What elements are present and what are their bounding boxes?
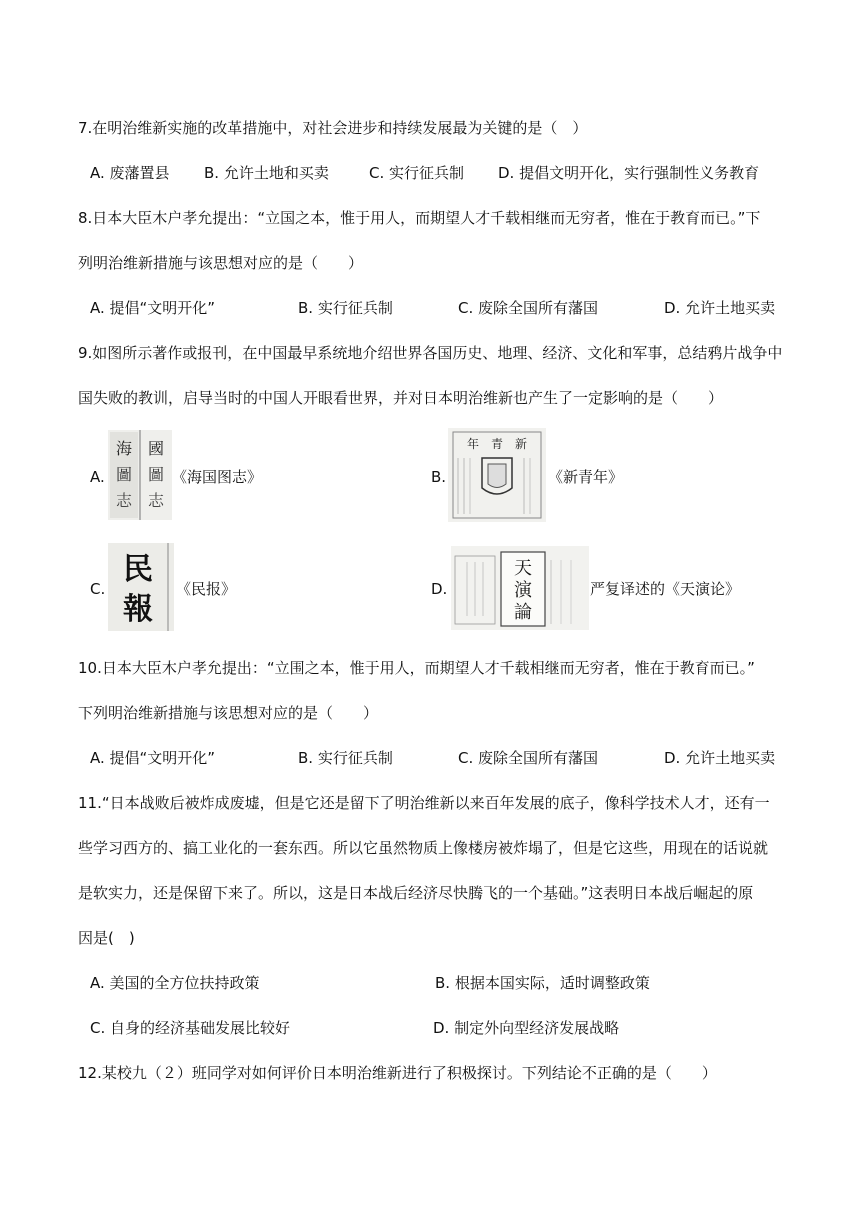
q10-option-b[interactable]: B. 实行征兵制 (298, 749, 393, 767)
svg-text:圖: 圖 (115, 465, 133, 484)
svg-text:演: 演 (514, 580, 532, 601)
question-11-stem-line1: 11.“日本战败后被炸成废墟，但是它还是留下了明治维新以来百年发展的底子，像科学技术人才，还有一 (78, 794, 770, 812)
svg-text:志: 志 (115, 491, 133, 510)
q11-option-c[interactable]: C. 自身的经济基础发展比较好 (90, 1019, 291, 1037)
q11-option-a[interactable]: A. 美国的全方位扶持政策 (90, 974, 260, 992)
q11-option-d[interactable]: D. 制定外向型经济发展战略 (433, 1019, 620, 1037)
question-11-stem-line3: 是软实力，还是保留下来了。所以，这是日本战后经济尽快腾飞的一个基础。”这表明日本战后崛起的原 (78, 884, 754, 902)
q9-option-d-letter[interactable]: D. (431, 580, 448, 598)
tianyanlun-cover-image (451, 546, 589, 630)
q9-option-c-caption[interactable]: 《民报》 (176, 580, 237, 598)
question-9-stem-line1: 9.如图所示著作或报刊，在中国最早系统地介绍世界各国历史、地理、经济、文化和军事，总结鸦片战争中 (78, 344, 783, 362)
svg-text:天: 天 (514, 558, 532, 579)
svg-text:報: 報 (123, 592, 153, 627)
question-10-stem-line2: 下列明治维新措施与该思想对应的是（ ） (78, 704, 379, 722)
q10-option-a[interactable]: A. 提倡“文明开化” (90, 749, 216, 767)
q10-option-d[interactable]: D. 允许土地买卖 (664, 749, 776, 767)
q8-option-b[interactable]: B. 实行征兵制 (298, 299, 393, 317)
question-12-stem: 12.某校九（２）班同学对如何评价日本明治维新进行了积极探讨。下列结论不正确的是（ ） (78, 1064, 717, 1082)
xin-qingnian-cover-image (448, 428, 546, 522)
q7-option-b[interactable]: B. 允许土地和买卖 (204, 164, 329, 182)
question-11-stem-line2: 些学习西方的、搞工业化的一套东西。所以它虽然物质上像楼房被炸塌了，但是它这些，用现在的话说就 (78, 839, 769, 857)
q9-option-a-letter[interactable]: A. (90, 468, 105, 486)
question-11-stem-line4: 因是( ) (78, 929, 135, 947)
svg-text:論: 論 (514, 602, 532, 623)
svg-text:志: 志 (147, 491, 165, 510)
q8-option-c[interactable]: C. 废除全国所有藩国 (458, 299, 599, 317)
q8-option-a[interactable]: A. 提倡“文明开化” (90, 299, 216, 317)
cover-a-char-1: 海 (115, 439, 133, 458)
q9-option-a-caption[interactable]: 《海国图志》 (172, 468, 263, 486)
question-7-stem: 7.在明治维新实施的改革措施中，对社会进步和持续发展最为关键的是（ ） (78, 119, 588, 137)
q10-option-c[interactable]: C. 废除全国所有藩国 (458, 749, 599, 767)
svg-text:國: 國 (147, 439, 165, 458)
minbao-cover-image (108, 543, 174, 631)
q8-option-d[interactable]: D. 允许土地买卖 (664, 299, 776, 317)
haiguo-tuzhi-cover-image (108, 430, 172, 520)
question-8-stem-line1: 8.日本大臣木户孝允提出：“立国之本，惟于用人，而期望人才千载相继而无穷者，惟在于教育而已。”下 (78, 209, 761, 227)
q11-option-b[interactable]: B. 根据本国实际，适时调整政策 (435, 974, 650, 992)
question-10-stem-line1: 10.日本大臣木户孝允提出：“立围之本，惟于用人，而期望人才千载相继而无穷者，惟在于教育而已。” (78, 659, 755, 677)
q9-option-c-letter[interactable]: C. (90, 580, 106, 598)
q7-option-a[interactable]: A. 废藩置县 (90, 164, 170, 182)
q9-option-b-letter[interactable]: B. (431, 468, 447, 486)
svg-text:年 青 新: 年 青 新 (466, 437, 528, 451)
q9-option-d-caption[interactable]: 严复译述的《天演论》 (590, 580, 741, 598)
q9-option-b-caption[interactable]: 《新青年》 (548, 468, 624, 486)
svg-text:民: 民 (123, 552, 153, 587)
question-8-stem-line2: 列明治维新措施与该思想对应的是（ ） (78, 254, 364, 272)
q7-option-c[interactable]: C. 实行征兵制 (369, 164, 465, 182)
svg-text:圖: 圖 (147, 465, 165, 484)
question-9-stem-line2: 国失败的教训，启导当时的中国人开眼看世界，并对日本明治维新也产生了一定影响的是（ ） (78, 389, 724, 407)
q7-option-d[interactable]: D. 提倡文明开化，实行强制性义务教育 (498, 164, 760, 182)
